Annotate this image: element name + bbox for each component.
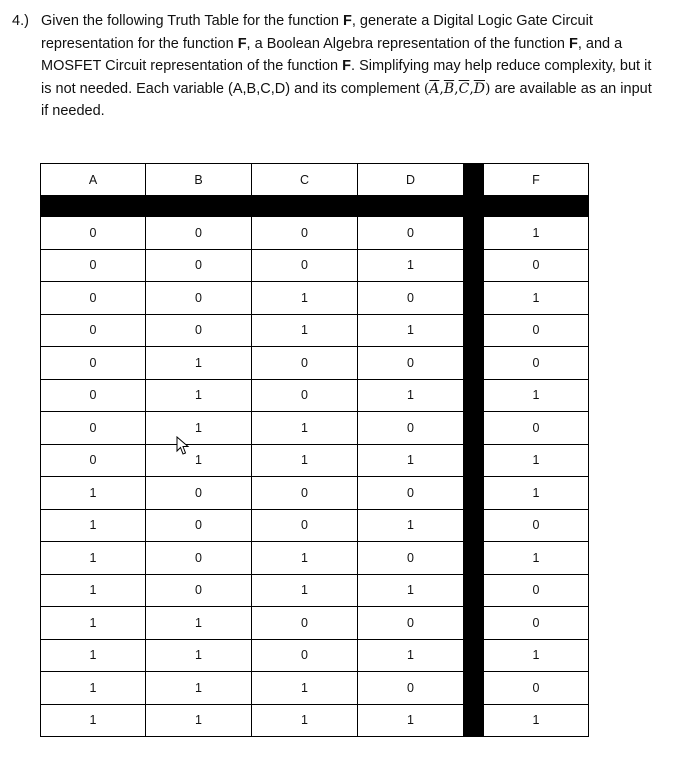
cell-a: 0 — [41, 412, 146, 445]
table-header-row — [41, 164, 589, 196]
complement-set: $(\overline{A},\overline{B},\overline{C},\overline{D})$ — [423, 80, 491, 97]
cell-d: 1 — [358, 509, 464, 542]
cell-b: 1 — [146, 347, 252, 380]
header-f: F — [484, 164, 589, 196]
cell-c: 0 — [252, 477, 358, 510]
separator-cell — [464, 444, 484, 477]
cell-f: 0 — [484, 607, 589, 640]
cell-c: 1 — [252, 704, 358, 737]
cell-b: 1 — [146, 704, 252, 737]
cell-d: 1 — [358, 379, 464, 412]
separator-cell — [464, 347, 484, 380]
table-row — [41, 672, 589, 705]
separator-column — [464, 164, 484, 196]
table-row — [41, 282, 589, 315]
cell-c: 1 — [252, 412, 358, 445]
cell-d: 1 — [358, 249, 464, 282]
table-row — [41, 379, 589, 412]
cell-c: 0 — [252, 509, 358, 542]
question-number: 4.) — [12, 13, 29, 29]
cell-d: 0 — [358, 412, 464, 445]
table-row — [41, 574, 589, 607]
cell-b: 0 — [146, 574, 252, 607]
separator-cell — [464, 477, 484, 510]
cell-f: 0 — [484, 509, 589, 542]
cell-d: 0 — [358, 542, 464, 575]
cell-c: 1 — [252, 672, 358, 705]
cell-a: 0 — [41, 347, 146, 380]
table-row — [41, 412, 589, 445]
cell-b: 1 — [146, 607, 252, 640]
question-text — [12, 10, 672, 123]
cell-a: 1 — [41, 607, 146, 640]
cell-a: 1 — [41, 639, 146, 672]
cell-d: 0 — [358, 607, 464, 640]
cell-c: 0 — [252, 249, 358, 282]
separator-cell — [464, 282, 484, 315]
separator-cell — [464, 379, 484, 412]
cell-c: 1 — [252, 314, 358, 347]
cell-b: 0 — [146, 542, 252, 575]
separator-cell — [464, 314, 484, 347]
table-row — [41, 314, 589, 347]
separator-cell — [464, 412, 484, 445]
table-row — [41, 249, 589, 282]
cell-a: 1 — [41, 704, 146, 737]
cell-d: 1 — [358, 704, 464, 737]
cell-f: 1 — [484, 477, 589, 510]
header-divider-bar — [41, 196, 589, 217]
cell-a: 1 — [41, 477, 146, 510]
cell-a: 0 — [41, 379, 146, 412]
cell-f: 1 — [484, 282, 589, 315]
cell-c: 0 — [252, 607, 358, 640]
cell-c: 0 — [252, 639, 358, 672]
cell-a: 1 — [41, 542, 146, 575]
cell-a: 0 — [41, 249, 146, 282]
table-row — [41, 639, 589, 672]
cell-c: 0 — [252, 379, 358, 412]
cell-f: 1 — [484, 444, 589, 477]
separator-cell — [464, 672, 484, 705]
cell-d: 0 — [358, 477, 464, 510]
mouse-cursor-icon — [176, 436, 190, 456]
cell-f: 0 — [484, 574, 589, 607]
table-row — [41, 607, 589, 640]
table-row — [41, 444, 589, 477]
header-a: A — [41, 164, 146, 196]
cell-b: 0 — [146, 249, 252, 282]
cell-d: 0 — [358, 282, 464, 315]
cell-c: 0 — [252, 347, 358, 380]
cell-f: 1 — [484, 639, 589, 672]
separator-cell — [464, 217, 484, 250]
cell-a: 0 — [41, 282, 146, 315]
question-line-4: is not needed. Each variable (A,B,C,D) and its complement $(\overline{A},\overline{B},\overline{C},\overline{D})$ are available as an input — [41, 80, 652, 97]
cell-f: 1 — [484, 379, 589, 412]
cell-f: 0 — [484, 672, 589, 705]
cell-d: 1 — [358, 639, 464, 672]
separator-cell — [464, 607, 484, 640]
cell-b: 1 — [146, 412, 252, 445]
cell-c: 1 — [252, 542, 358, 575]
cell-f: 0 — [484, 314, 589, 347]
cell-d: 0 — [358, 672, 464, 705]
header-b: B — [146, 164, 252, 196]
cell-f: 0 — [484, 412, 589, 445]
cell-c: 1 — [252, 444, 358, 477]
separator-cell — [464, 574, 484, 607]
cell-a: 0 — [41, 444, 146, 477]
cell-f: 1 — [484, 704, 589, 737]
cell-b: 1 — [146, 672, 252, 705]
cell-b: 1 — [146, 444, 252, 477]
question-line-3: MOSFET Circuit representation of the function F. Simplifying may help reduce complexity, but it — [41, 58, 652, 74]
table-row — [41, 509, 589, 542]
cell-d: 1 — [358, 314, 464, 347]
question-line-2: representation for the function F, a Boolean Algebra representation of the function F, and a — [41, 35, 623, 52]
table-row — [41, 217, 589, 250]
question-line-5: if needed. — [41, 103, 105, 119]
separator-cell — [464, 704, 484, 737]
table-row — [41, 477, 589, 510]
cell-d: 1 — [358, 444, 464, 477]
header-d: D — [358, 164, 464, 196]
cell-f: 0 — [484, 347, 589, 380]
table-row — [41, 347, 589, 380]
header-c: C — [252, 164, 358, 196]
cell-c: 0 — [252, 217, 358, 250]
cell-a: 1 — [41, 672, 146, 705]
cell-f: 1 — [484, 217, 589, 250]
cell-a: 0 — [41, 314, 146, 347]
cell-b: 1 — [146, 639, 252, 672]
cell-f: 1 — [484, 542, 589, 575]
cell-d: 0 — [358, 347, 464, 380]
cell-a: 1 — [41, 574, 146, 607]
cell-c: 1 — [252, 574, 358, 607]
cell-b: 0 — [146, 314, 252, 347]
cell-f: 0 — [484, 249, 589, 282]
separator-cell — [464, 542, 484, 575]
cell-b: 0 — [146, 477, 252, 510]
cell-b: 0 — [146, 282, 252, 315]
truth-table — [40, 163, 589, 737]
cell-b: 0 — [146, 217, 252, 250]
cell-a: 1 — [41, 509, 146, 542]
cell-c: 1 — [252, 282, 358, 315]
separator-cell — [464, 249, 484, 282]
cell-b: 0 — [146, 509, 252, 542]
cell-a: 0 — [41, 217, 146, 250]
cell-d: 1 — [358, 574, 464, 607]
separator-cell — [464, 509, 484, 542]
separator-cell — [464, 639, 484, 672]
table-row — [41, 542, 589, 575]
table-row — [41, 704, 589, 737]
cell-d: 0 — [358, 217, 464, 250]
cell-b: 1 — [146, 379, 252, 412]
question-line-1: Given the following Truth Table for the function F, generate a Digital Logic Gate Circuit — [41, 13, 593, 29]
